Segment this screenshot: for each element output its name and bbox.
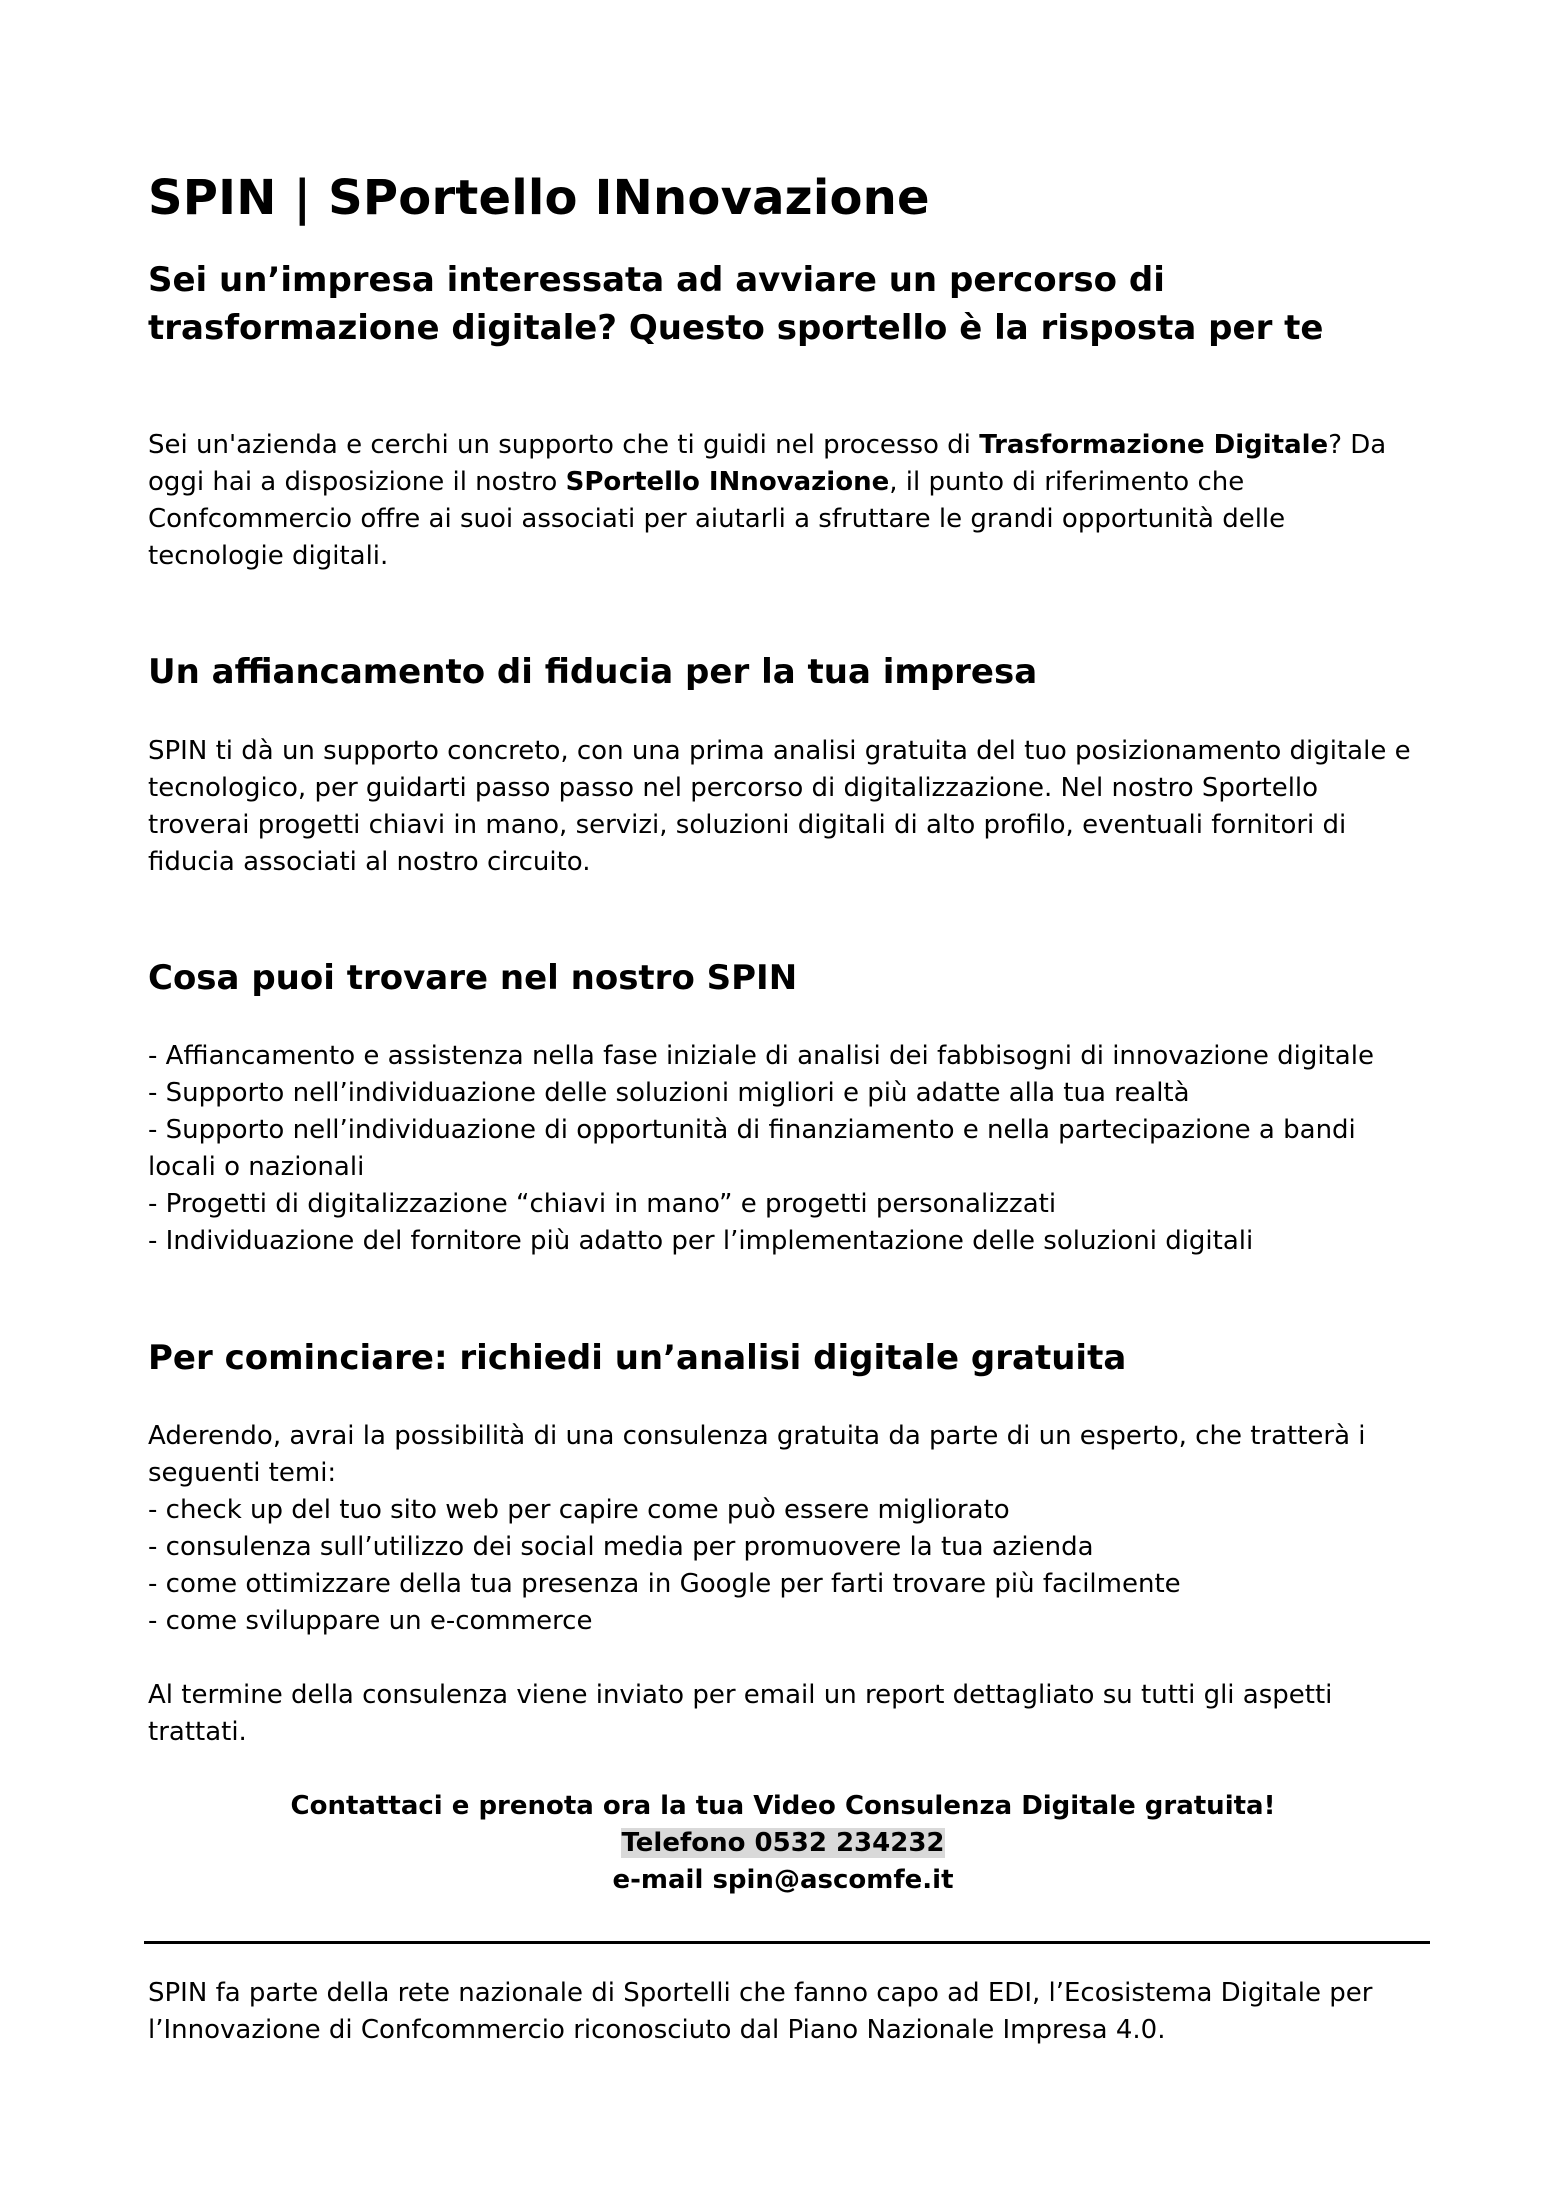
footer-note: SPIN fa parte della rete nazionale di Sportelli che fanno capo ad EDI, l’Ecosistema Digitale per l’Innovazione di Confcommercio riconosciuto dal Piano Nazionale Impresa 4.0. [148, 1978, 1373, 2045]
section-heading-per-cominciare: Per cominciare: richiedi un’analisi digitale gratuita [148, 1337, 1127, 1378]
contact-heading: Contattaci e prenota ora la tua Video Consulenza Digitale gratuita! [290, 1790, 1276, 1821]
list-item: - Progetti di digitalizzazione “chiavi in mano” e progetti personalizzati [148, 1188, 1057, 1219]
list-item: - check up del tuo sito web per capire come può essere migliorato [148, 1494, 1010, 1525]
list-item: - come sviluppare un e-commerce [148, 1605, 593, 1636]
document-body [148, 170, 1418, 1899]
consultation-topics [148, 1418, 1418, 1640]
intro-paragraph [148, 427, 1418, 575]
footer-divider [144, 1941, 1430, 1944]
section-heading-affiancamento: Un affiancamento di fiducia per la tua impresa [148, 651, 1038, 692]
consultation-intro: Aderendo, avrai la possibilità di una consulenza gratuita da parte di un esperto, che tratterà i seguenti temi: [148, 1420, 1366, 1488]
section-heading-cosa-trovare: Cosa puoi trovare nel nostro SPIN [148, 957, 798, 998]
services-list [148, 1038, 1418, 1260]
email-link[interactable]: e-mail spin@ascomfe.it [612, 1864, 954, 1895]
page-title: SPIN | SPortello INnovazione [148, 170, 930, 226]
contact-block [148, 1788, 1418, 1899]
section-body-affiancamento: SPIN ti dà un supporto concreto, con una prima analisi gratuita del tuo posizionamento digitale e tecnologico, per guidarti passo passo nel percorso di digitalizzazione. Nel nostro Sportello troverai progetti chiavi in mano, servizi, soluzioni digitali di alto profilo, eventuali fornitori di fiducia associati al nostro circuito. [148, 735, 1411, 877]
intro-bold-1: Trasformazione Digitale [979, 429, 1329, 460]
list-item: - Supporto nell’individuazione di opportunità di finanziamento e nella partecipazione a bandi locali o nazionali [148, 1114, 1356, 1182]
intro-bold-2: SPortello INnovazione [565, 466, 890, 497]
intro-text-3: , il punto di riferimento che Confcommercio offre ai suoi associati per aiutarli a sfruttare le grandi opportunità delle tecnologie digitali. [148, 466, 1286, 571]
list-item: - Affiancamento e assistenza nella fase iniziale di analisi dei fabbisogni di innovazione digitale [148, 1040, 1374, 1071]
list-item: - Supporto nell’individuazione delle soluzioni migliori e più adatte alla tua realtà [148, 1077, 1190, 1108]
list-item: - consulenza sull’utilizzo dei social media per promuovere la tua azienda [148, 1531, 1094, 1562]
list-item: - Individuazione del fornitore più adatto per l’implementazione delle soluzioni digitali [148, 1225, 1254, 1256]
page-subtitle: Sei un’impresa interessata ad avviare un percorso di trasformazione digitale? Questo sportello è la risposta per te [148, 259, 1324, 348]
consultation-closing: Al termine della consulenza viene inviato per email un report dettagliato su tutti gli aspetti trattati. [148, 1679, 1333, 1747]
intro-text-1: Sei un'azienda e cerchi un supporto che ti guidi nel processo di [148, 429, 980, 460]
list-item: - come ottimizzare della tua presenza in Google per farti trovare più facilmente [148, 1568, 1181, 1599]
intro-text-2: ? Da oggi hai a disposizione il nostro [148, 429, 1387, 497]
phone-number[interactable]: Telefono 0532 234232 [621, 1827, 945, 1858]
